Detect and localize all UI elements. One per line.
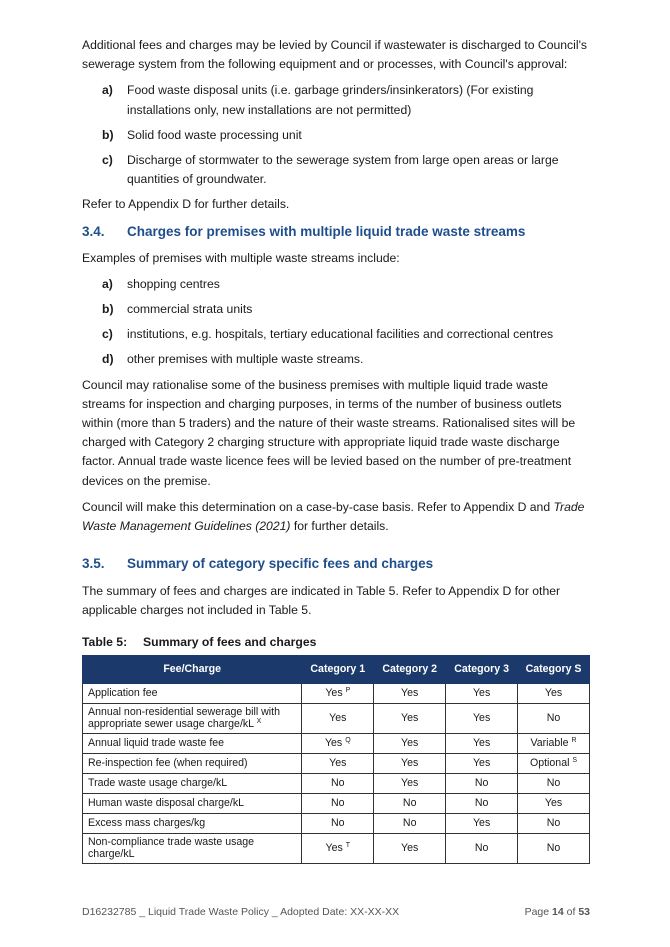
cell-category-2 (374, 683, 446, 703)
cell-category-2 (374, 833, 446, 863)
table-header-row (83, 655, 590, 683)
cell-fee (83, 683, 302, 703)
list-text: institutions, e.g. hospitals, tertiary educational facilities and correctional centres (127, 327, 554, 342)
cell-text: Re-inspection fee (when required) (88, 756, 248, 769)
cell-text: No (546, 776, 561, 789)
list-item (82, 81, 592, 119)
table-row (83, 683, 590, 703)
header-category-s: Category S (518, 655, 590, 683)
paragraph-text: Council will make this determination on a case-by-case basis. Refer to Appendix D and (82, 499, 554, 514)
list-text: shopping centres (127, 276, 220, 291)
table-number: Table 5: (82, 634, 128, 649)
cell-text: Yes (544, 686, 563, 699)
table-row (83, 813, 590, 833)
cell-text: Trade waste usage charge/kL (88, 776, 228, 789)
table-row (83, 773, 590, 793)
cell-category-3 (446, 733, 518, 753)
cell-text: No (546, 711, 561, 724)
cell-text: Yes (472, 816, 491, 829)
footnote-marker: X (256, 718, 262, 726)
cell-text: Yes (401, 711, 419, 724)
cell-category-2 (374, 703, 446, 733)
table-caption (82, 635, 592, 649)
footnote-marker: S (572, 756, 578, 764)
cell-text: Yes (401, 776, 419, 789)
list-text: Solid food waste processing unit (127, 127, 302, 142)
cell-text: Yes (324, 736, 343, 749)
cell-text: Yes (329, 711, 347, 724)
list-item (82, 300, 592, 319)
cell-category-2 (374, 733, 446, 753)
page-label: Page (524, 906, 550, 918)
cell-category-2 (374, 813, 446, 833)
cell-category-s (518, 773, 590, 793)
cell-text: Optional (529, 756, 570, 769)
section-heading-3-5 (82, 554, 592, 574)
determination-paragraph (82, 498, 592, 536)
table-title: Summary of fees and charges (143, 634, 317, 649)
cell-category-3 (446, 773, 518, 793)
cell-text: Yes (544, 796, 563, 809)
footer-document-ref: D16232785 _ Liquid Trade Waste Policy _ Adopted Date: XX-XX-XX (82, 906, 400, 918)
fees-table (82, 655, 590, 864)
table-body (83, 683, 590, 863)
table-row (83, 833, 590, 863)
cell-text: Yes (325, 686, 343, 699)
list-text: Discharge of stormwater to the sewerage system from large open areas or large quantities of groundwater. (127, 153, 559, 187)
cell-text: Yes (401, 756, 419, 769)
list-item (82, 126, 592, 145)
cell-text: Yes (401, 686, 419, 699)
cell-text: Yes (472, 736, 491, 749)
list-text: other premises with multiple waste streams. (127, 352, 364, 367)
cell-fee (83, 773, 302, 793)
cell-text: Yes (472, 686, 491, 699)
header-category-1: Category 1 (302, 655, 374, 683)
cell-text: No (474, 841, 489, 854)
list-marker: b) (102, 127, 114, 142)
cell-category-s (518, 833, 590, 863)
cell-text: No (546, 841, 561, 854)
header-category-2: Category 2 (374, 655, 446, 683)
cell-category-1 (302, 793, 374, 813)
list-item (82, 151, 592, 189)
cell-category-1 (302, 813, 374, 833)
list-text: commercial strata units (127, 302, 253, 317)
cell-text: No (331, 796, 345, 809)
cell-text: No (402, 816, 417, 829)
page-total: 53 (578, 906, 590, 918)
cell-category-s (518, 793, 590, 813)
cell-text: Yes (401, 736, 419, 749)
table-row (83, 753, 590, 773)
summary-paragraph: The summary of fees and charges are indicated in Table 5. Refer to Appendix D for other applicable charges not included in Table 5. (82, 584, 561, 618)
cell-text: No (546, 816, 561, 829)
cell-text: Yes (329, 756, 347, 769)
list-marker: a) (102, 83, 113, 98)
list-marker: a) (102, 276, 113, 291)
cell-text: Annual liquid trade waste fee (88, 736, 225, 749)
cell-text: Non-compliance trade waste usage charge/kL (88, 835, 255, 861)
list-marker: b) (102, 302, 114, 317)
header-fee-charge: Fee/Charge (83, 655, 302, 683)
footnote-marker: R (571, 736, 577, 744)
list-item (82, 350, 592, 369)
premises-list (82, 275, 592, 370)
list-item (82, 275, 592, 294)
document-page (82, 36, 592, 864)
paragraph-text: for further details. (290, 519, 389, 534)
footnote-marker: P (345, 686, 351, 694)
cell-category-1 (302, 683, 374, 703)
list-marker: c) (102, 153, 113, 168)
cell-category-2 (374, 773, 446, 793)
cell-category-s (518, 813, 590, 833)
header-category-3: Category 3 (446, 655, 518, 683)
guidelines-title: Trade Waste Management Guidelines (2021) (82, 499, 585, 534)
section-lead: Examples of premises with multiple waste streams include: (82, 250, 400, 265)
cell-category-3 (446, 833, 518, 863)
cell-category-1 (302, 833, 374, 863)
cell-category-3 (446, 753, 518, 773)
cell-category-1 (302, 773, 374, 793)
cell-text: No (474, 776, 489, 789)
refer-paragraph: Refer to Appendix D for further details. (82, 197, 290, 212)
cell-text: Yes (472, 756, 491, 769)
list-marker: c) (102, 327, 113, 342)
cell-fee (83, 793, 302, 813)
cell-fee (83, 813, 302, 833)
cell-text: No (402, 796, 417, 809)
table-row (83, 793, 590, 813)
cell-category-1 (302, 733, 374, 753)
cell-category-s (518, 733, 590, 753)
cell-text: Yes (472, 711, 491, 724)
section-title: Charges for premises with multiple liquid trade waste streams (127, 223, 526, 239)
footer-page-number (525, 906, 590, 918)
section-title: Summary of category specific fees and charges (127, 556, 434, 572)
cell-category-s (518, 753, 590, 773)
cell-fee (83, 753, 302, 773)
cell-text: No (474, 796, 489, 809)
cell-text: Excess mass charges/kg (88, 816, 206, 829)
list-marker: d) (102, 352, 114, 367)
cell-fee (83, 733, 302, 753)
section-number: 3.5. (82, 556, 105, 572)
table-row (83, 703, 590, 733)
list-text: Food waste disposal units (i.e. garbage grinders/insinkerators) (For existing installations only, new installations are not permitted) (127, 83, 534, 117)
cell-text: Variable (530, 736, 569, 749)
page-current: 14 (552, 906, 564, 918)
section-number: 3.4. (82, 223, 105, 239)
cell-fee (83, 833, 302, 863)
cell-category-3 (446, 683, 518, 703)
cell-text: Yes (325, 841, 343, 854)
cell-fee (83, 703, 302, 733)
cell-text: No (331, 816, 345, 829)
cell-text: Yes (401, 841, 419, 854)
of-label: of (566, 906, 576, 918)
footnote-marker: T (345, 841, 351, 849)
cell-category-2 (374, 753, 446, 773)
footnote-marker: Q (345, 736, 351, 744)
cell-category-s (518, 703, 590, 733)
cell-text: No (331, 776, 345, 789)
section-heading-3-4 (82, 222, 592, 242)
cell-text: Annual non-residential sewerage bill with appropriate sewer usage charge/kL (88, 705, 280, 731)
cell-text: Application fee (88, 686, 158, 699)
page-footer (82, 906, 590, 918)
cell-category-2 (374, 793, 446, 813)
cell-category-3 (446, 813, 518, 833)
list-item (82, 325, 592, 344)
cell-category-1 (302, 753, 374, 773)
cell-category-3 (446, 703, 518, 733)
cell-category-s (518, 683, 590, 703)
intro-list (82, 81, 592, 189)
table-row (83, 733, 590, 753)
cell-category-1 (302, 703, 374, 733)
intro-paragraph: Additional fees and charges may be levied by Council if wastewater is discharged to Council's sewerage system from the following equipment and or processes, with Council's approval: (82, 38, 587, 72)
rationalise-paragraph: Council may rationalise some of the business premises with multiple liquid trade waste streams for inspection and charging purposes, in terms of the number of business outlets within (more than 5 traders) and the nature of their waste streams. Rationalised sites will be charged with Category 2 charging structure with appropriate liquid trade waste discharge factor. Annual trade waste licence fees will be levied based on the number of pre-treatment devices on the premise. (82, 377, 576, 488)
cell-text: Human waste disposal charge/kL (88, 796, 245, 809)
cell-category-3 (446, 793, 518, 813)
